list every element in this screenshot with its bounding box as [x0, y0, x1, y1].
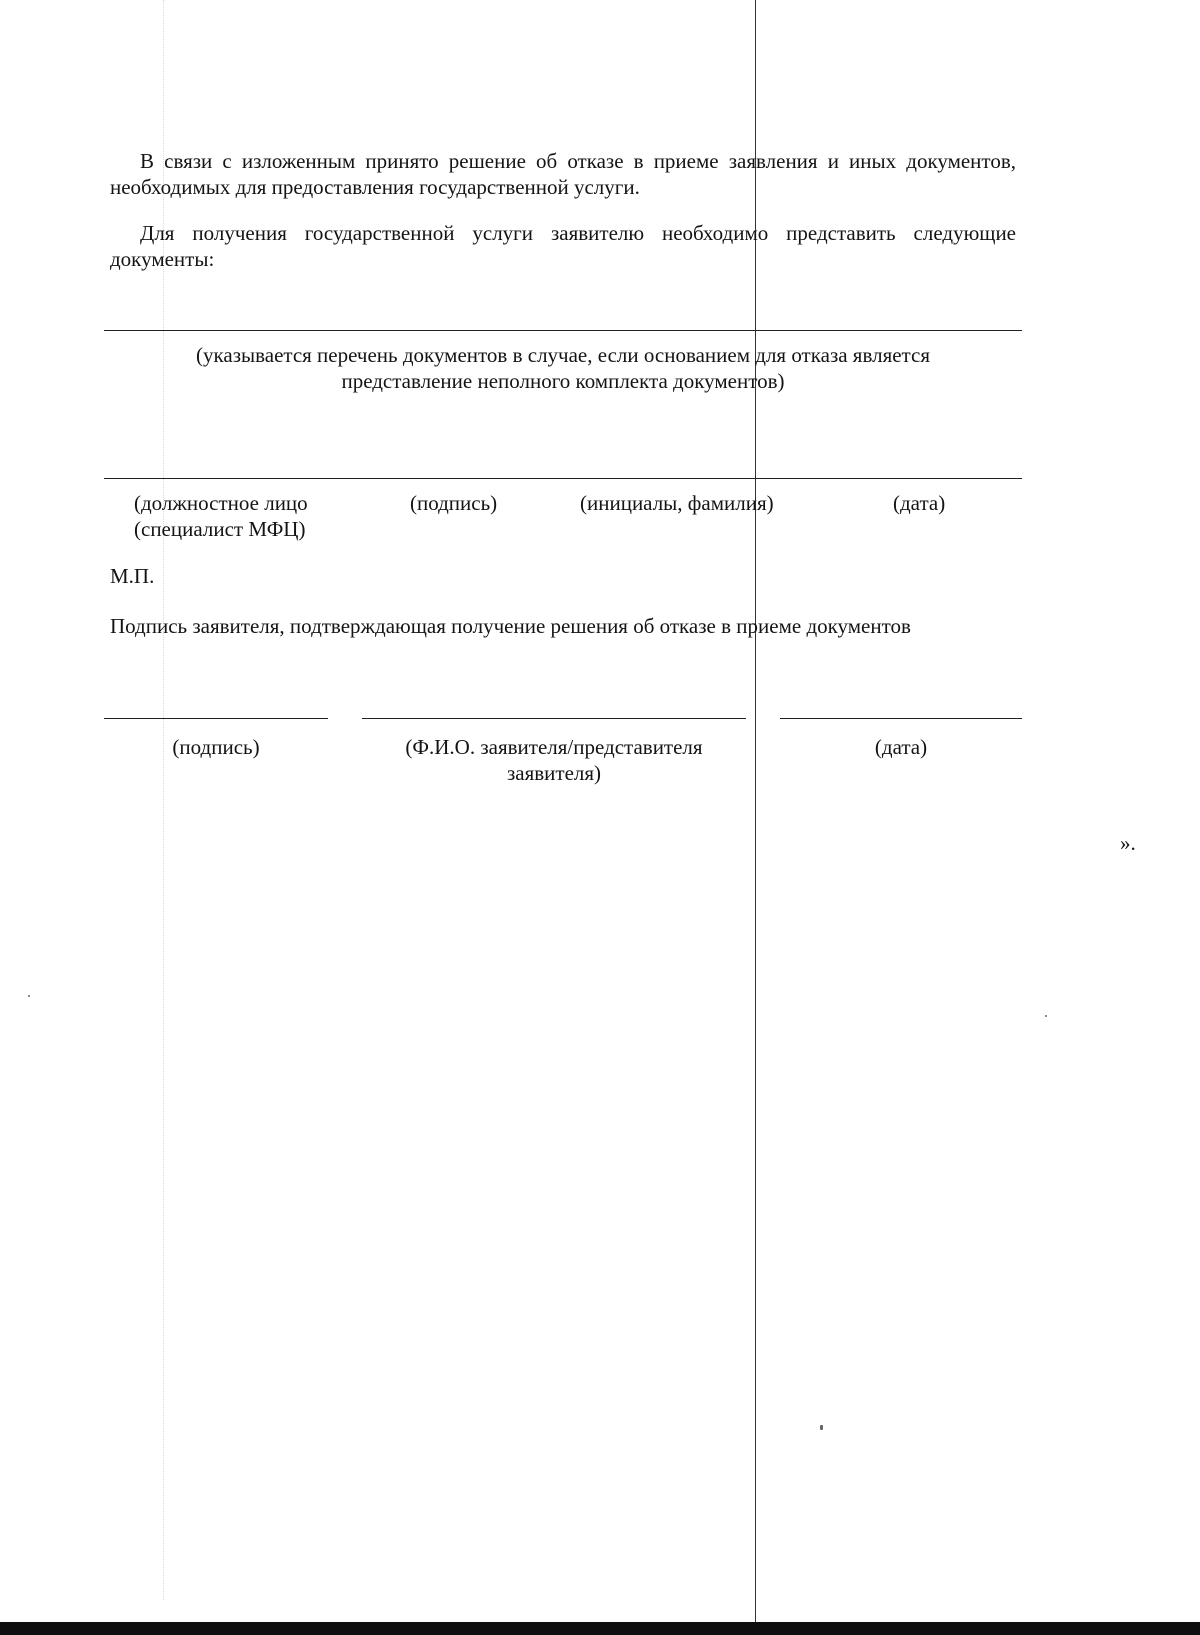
- applicant-date-line[interactable]: [780, 718, 1022, 719]
- official-position-line1: (должностное лицо: [134, 491, 308, 515]
- official-name-caption: (инициалы, фамилия): [580, 491, 774, 515]
- official-signature-caption: (подпись): [410, 491, 498, 515]
- documents-caption-line1: (указывается перечень документов в случае, если основанием для отказа является: [196, 343, 930, 367]
- scan-speck: [820, 1425, 823, 1430]
- applicant-name-caption-line2: заявителя): [506, 761, 602, 785]
- applicant-name-line[interactable]: [362, 718, 746, 719]
- official-position-caption: [134, 490, 308, 542]
- applicant-name-caption: [362, 734, 746, 786]
- official-position-line2: (специалист МФЦ): [134, 517, 306, 541]
- official-date-caption: (дата): [893, 491, 946, 515]
- applicant-date-caption: (дата): [874, 735, 928, 759]
- applicant-signature-line[interactable]: [104, 718, 328, 719]
- decision-paragraph: В связи с изложенным принято решение об отказе в приеме заявления и иных документов, необходимых для предоставления государственной услуги.: [110, 149, 1016, 199]
- applicant-confirmation-paragraph: Подпись заявителя, подтверждающая получение решения об отказе в приеме документов: [110, 614, 911, 638]
- closing-quote-mark: ».: [1120, 831, 1136, 855]
- scan-bottom-edge: [0, 1622, 1200, 1635]
- scan-speck: [28, 995, 30, 997]
- required-documents-paragraph: Для получения государственной услуги заявителю необходимо представить следующие документы:: [110, 221, 1016, 271]
- scan-speck: [1045, 1015, 1047, 1017]
- applicant-signature-caption: (подпись): [172, 735, 260, 759]
- documents-caption: [104, 342, 1022, 394]
- documents-caption-line2: представление неполного комплекта документов): [341, 369, 785, 393]
- documents-list-line[interactable]: [104, 330, 1022, 331]
- applicant-name-caption-line1: (Ф.И.О. заявителя/представителя: [405, 735, 703, 759]
- seal-mark: М.П.: [110, 564, 155, 588]
- official-signature-line[interactable]: [104, 478, 1022, 479]
